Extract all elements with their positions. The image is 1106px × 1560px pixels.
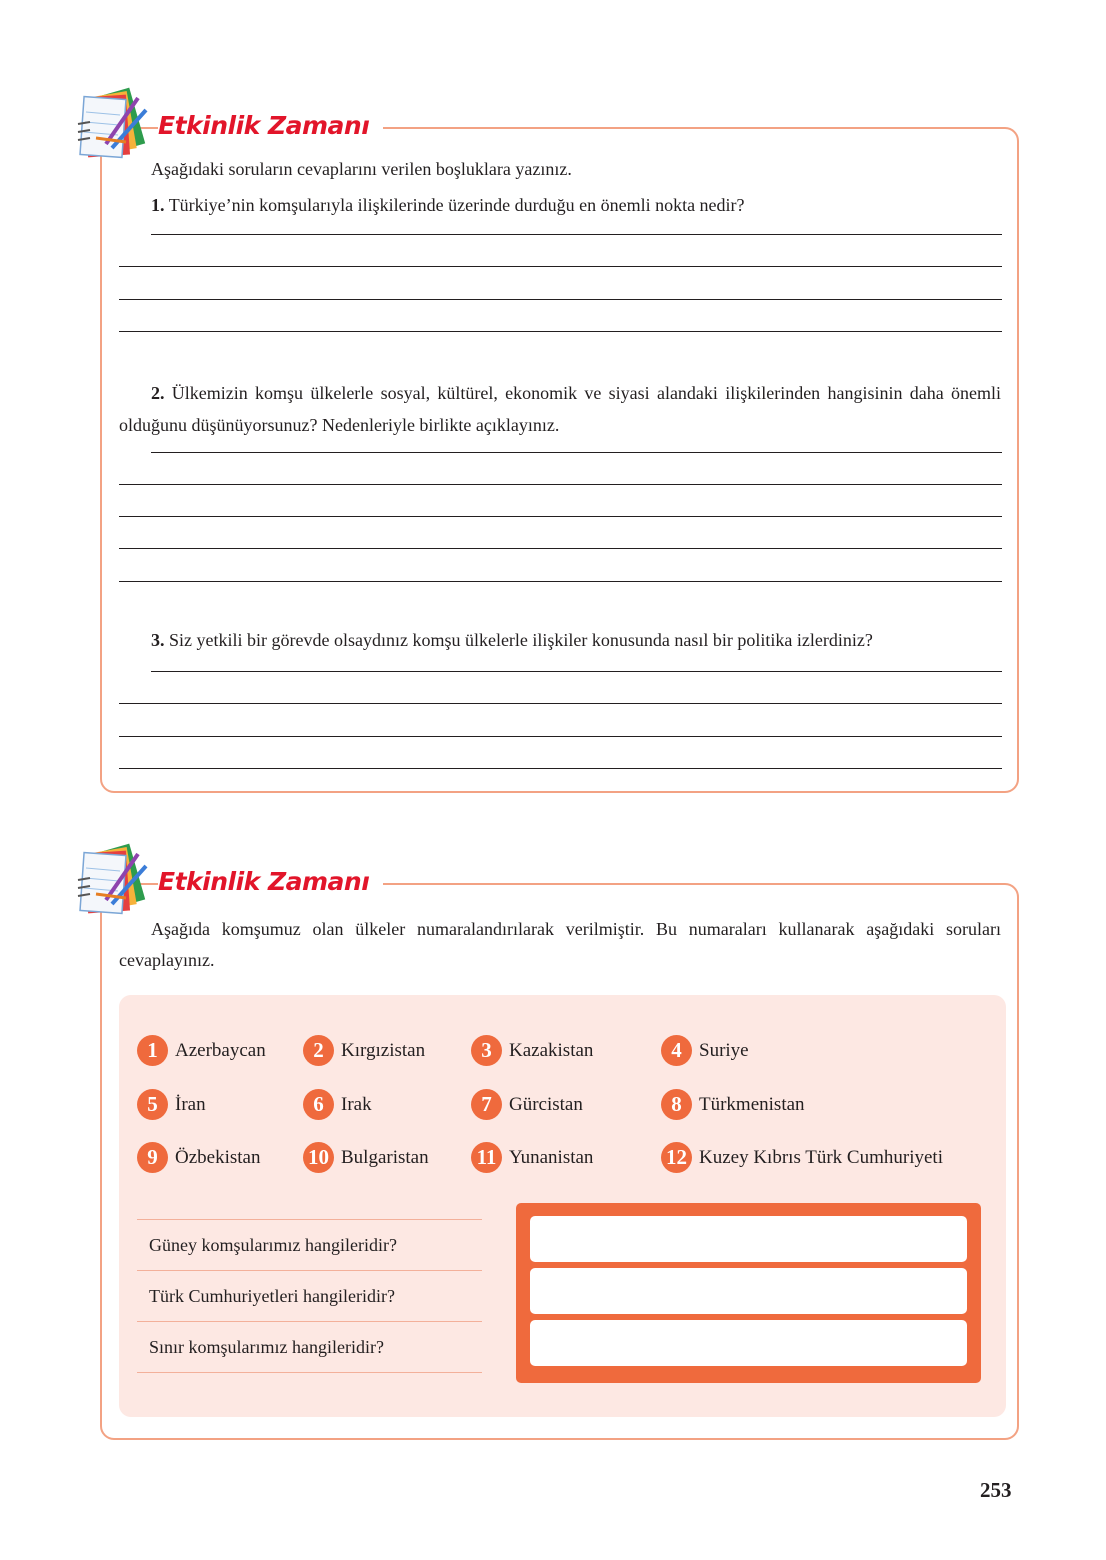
question-1-number: 1.	[151, 195, 165, 215]
answer-line[interactable]	[119, 581, 1002, 582]
country-item	[471, 1035, 593, 1066]
country-item	[303, 1142, 429, 1173]
answer-line[interactable]	[119, 703, 1002, 704]
country-item	[471, 1089, 583, 1120]
answer-line[interactable]	[119, 736, 1002, 737]
number-badge: 3	[471, 1035, 502, 1066]
answer-line[interactable]	[119, 516, 1002, 517]
question-1-text: Türkiye’nin komşularıyla ilişkilerinde üzerinde durduğu en önemli nokta nedir?	[168, 195, 745, 215]
answer-line[interactable]	[119, 299, 1002, 300]
question-turkic-republics: Türk Cumhuriyetleri hangileridir?	[137, 1270, 482, 1321]
answer-line[interactable]	[119, 266, 1002, 267]
number-badge: 1	[137, 1035, 168, 1066]
answer-field-south-neighbors[interactable]	[530, 1216, 967, 1262]
number-badge: 8	[661, 1089, 692, 1120]
notebook-pencils-icon	[76, 840, 158, 920]
question-border-neighbors: Sınır komşularımız hangileridir?	[137, 1321, 482, 1373]
country-item	[661, 1142, 943, 1173]
answer-line[interactable]	[119, 548, 1002, 549]
number-badge: 2	[303, 1035, 334, 1066]
number-badge: 9	[137, 1142, 168, 1173]
question-2-number: 2.	[151, 383, 165, 403]
country-item	[137, 1035, 266, 1066]
country-item	[471, 1142, 593, 1173]
answer-line[interactable]	[119, 484, 1002, 485]
country-item	[303, 1089, 372, 1120]
question-3-number: 3.	[151, 630, 165, 650]
country-name: Türkmenistan	[699, 1093, 805, 1115]
number-badge: 7	[471, 1089, 502, 1120]
answers-frame	[516, 1203, 981, 1383]
country-item	[137, 1089, 206, 1120]
answer-line[interactable]	[119, 768, 1002, 769]
question-3-text: Siz yetkili bir görevde olsaydınız komşu ülkelerle ilişkiler konusunda nasıl bir politika izlerdiniz?	[169, 630, 873, 650]
country-name: Kırgızistan	[341, 1039, 426, 1061]
number-badge: 10	[303, 1142, 334, 1173]
country-item	[137, 1142, 260, 1173]
country-name: Kazakistan	[509, 1039, 594, 1061]
instruction-2: Aşağıda komşumuz olan ülkeler numaralandırılarak verilmiştir. Bu numaraları kullanarak aşağıdaki soruları cevaplayınız.	[119, 919, 1001, 970]
country-name: Irak	[341, 1093, 372, 1115]
answer-line[interactable]	[151, 234, 1002, 235]
country-name: Azerbaycan	[175, 1039, 266, 1061]
number-badge: 4	[661, 1035, 692, 1066]
page-number: 253	[980, 1478, 1012, 1502]
question-2-text: Ülkemizin komşu ülkelerle sosyal, kültürel, ekonomik ve siyasi alandaki ilişkilerinden hangisinin daha önemli olduğunu düşünüyorsunuz? Nedenleriyle birlikte açıklayınız.	[119, 383, 1001, 435]
country-name: Suriye	[699, 1039, 749, 1061]
question-3	[151, 627, 873, 654]
answer-line[interactable]	[151, 671, 1002, 672]
country-name: Gürcistan	[509, 1093, 583, 1115]
answer-line[interactable]	[151, 452, 1002, 453]
activity-title-1: Etkinlik Zamanı	[158, 111, 383, 140]
answer-line[interactable]	[119, 331, 1002, 332]
activity-title-2: Etkinlik Zamanı	[158, 867, 383, 896]
question-2	[119, 377, 1001, 441]
country-name: Bulgaristan	[341, 1146, 429, 1168]
country-item	[661, 1035, 749, 1066]
number-badge: 11	[471, 1142, 502, 1173]
answer-field-turkic-republics[interactable]	[530, 1268, 967, 1314]
question-1	[151, 192, 745, 219]
question-south-neighbors: Güney komşularımız hangileridir?	[137, 1219, 482, 1270]
activity-box-1	[100, 127, 1019, 793]
country-name: Yunanistan	[509, 1146, 594, 1168]
instruction-1: Aşağıdaki soruların cevaplarını verilen boşluklara yazınız.	[151, 159, 572, 179]
country-name: Özbekistan	[175, 1146, 261, 1168]
notebook-pencils-icon	[76, 84, 158, 164]
country-item	[303, 1035, 425, 1066]
answer-field-border-neighbors[interactable]	[530, 1320, 967, 1366]
number-badge: 12	[661, 1142, 692, 1173]
number-badge: 6	[303, 1089, 334, 1120]
country-item	[661, 1089, 805, 1120]
number-badge: 5	[137, 1089, 168, 1120]
country-name: Kuzey Kıbrıs Türk Cumhuriyeti	[699, 1146, 943, 1168]
country-name: İran	[175, 1093, 206, 1115]
